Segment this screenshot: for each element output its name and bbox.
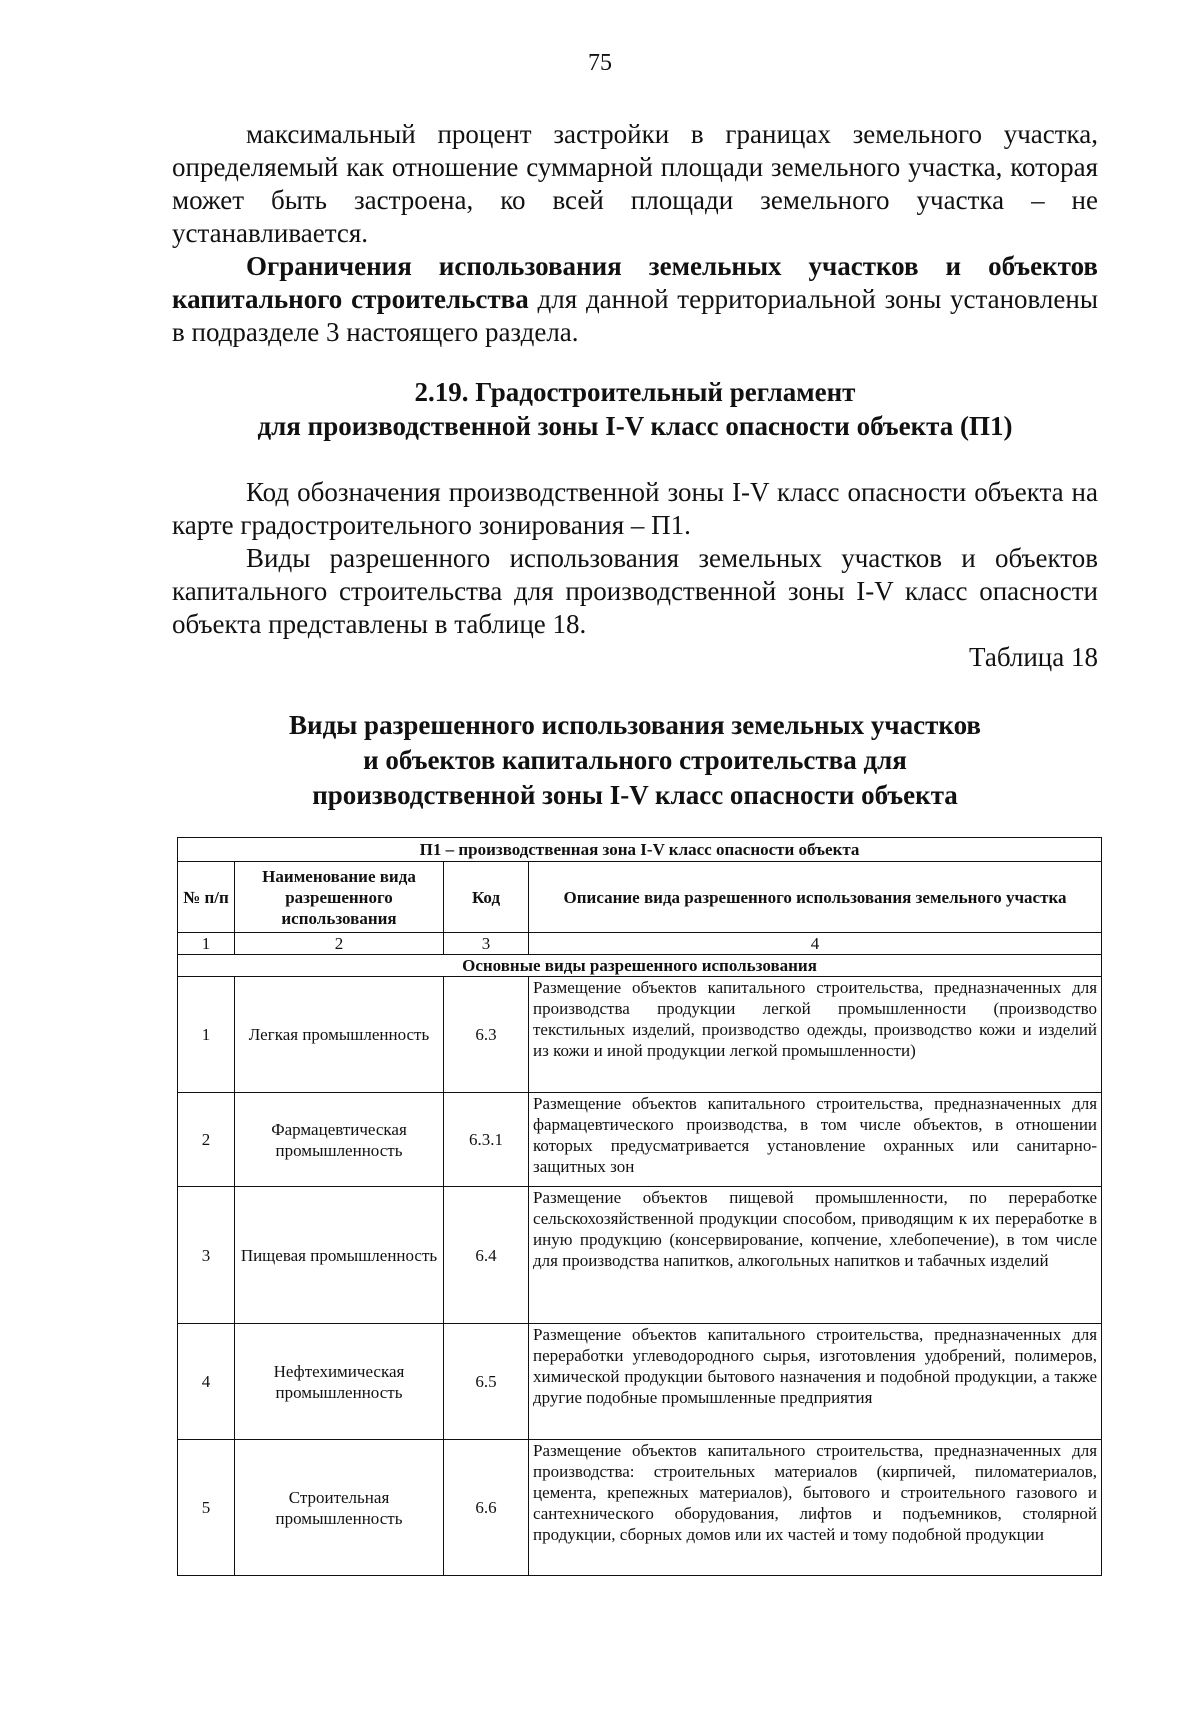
use-code: 6.4 [444,1187,529,1324]
table-row [178,1187,1102,1324]
restrictions-paragraph [172,250,1098,349]
row-number: 1 [178,977,235,1093]
table-label: Таблица 18 [969,642,1098,672]
use-description: Размещение объектов капитального строительства, предназначенных для переработки углеводородного сырья, изготовления удобрений, полимеров, химической продукции бытового назначения и подобной продукции, а также другие подобные промышленные предприятия [529,1324,1102,1440]
table-row [178,1324,1102,1440]
zone-header-row [178,838,1102,862]
header-num: № п/п [178,862,235,933]
section-title-line1: 2.19. Градостроительный регламент [414,377,856,407]
column-number: 1 [178,933,235,955]
use-name: Нефтехимическая промышленность [235,1324,444,1440]
section-heading [172,375,1098,443]
use-code: 6.3.1 [444,1093,529,1187]
table-title [172,708,1098,813]
header-code: Код [444,862,529,933]
row-number: 2 [178,1093,235,1187]
use-name: Легкая промышленность [235,977,444,1093]
use-description: Размещение объектов капитального строительства, предназначенных для производства: строительных материалов (кирпичей, пиломатериалов, цемента, крепежных материалов), бытового и строительного газового и сантехнического оборудования, лифтов и подъемников, столярной продукции, сборных домов или их частей и тому подобной продукции [529,1440,1102,1576]
code-paragraph: Код обозначения производственной зоны I-V класс опасности объекта на карте градостроительного зонирования – П1. [172,477,1098,540]
types-paragraph: Виды разрешенного использования земельных участков и объектов капитального строительства для производственной зоны I-V класс опасности объекта представлены в таблице 18. [172,543,1098,639]
column-number: 4 [529,933,1102,955]
table-row [178,1093,1102,1187]
use-description: Размещение объектов капитального строительства, предназначенных для производства продукции легкой промышленности (производство текстильных изделий, производство одежды, производство кожи и изделий из кожи и иной продукции легкой промышленности) [529,977,1102,1093]
row-number: 3 [178,1187,235,1324]
table-title-line1: Виды разрешенного использования земельных участков [289,710,981,740]
regulation-table [177,837,1102,1576]
column-number: 3 [444,933,529,955]
body-block [172,476,1098,674]
use-code: 6.6 [444,1440,529,1576]
use-code: 6.3 [444,977,529,1093]
table-title-line3: производственной зоны I-V класс опасности объекта [312,780,958,810]
table-title-line2: и объектов капитального строительства для [363,745,907,775]
restrictions-bold: Ограничения использования земельных участков и объектов капитального строительства [172,251,1098,314]
restrictions-rest: для данной территориальной зоны установлены в подразделе 3 настоящего раздела. [172,284,1098,347]
group-header: Основные виды разрешенного использования [178,955,1102,977]
header-name: Наименование вида разрешенного использования [235,862,444,933]
use-name: Пищевая промышленность [235,1187,444,1324]
use-description: Размещение объектов пищевой промышленности, по переработке сельскохозяйственной продукции способом, приводящим к их переработке в иную продукцию (консервирование, копчение, хлебопечение), в том числе для производства напитков, алкогольных напитков и табачных изделий [529,1187,1102,1324]
group-header-row [178,955,1102,977]
intro-block [172,118,1098,349]
header-desc: Описание вида разрешенного использования земельного участка [529,862,1102,933]
page-number: 75 [588,50,612,76]
column-number-row [178,933,1102,955]
row-number: 4 [178,1324,235,1440]
zone-header: П1 – производственная зона I-V класс опасности объекта [178,838,1102,862]
section-title-line2: для производственной зоны I-V класс опасности объекта (П1) [257,411,1013,441]
table-row [178,977,1102,1093]
table-row [178,1440,1102,1576]
column-number: 2 [235,933,444,955]
use-name: Строительная промышленность [235,1440,444,1576]
use-name: Фармацевтическая промышленность [235,1093,444,1187]
row-number: 5 [178,1440,235,1576]
column-header-row [178,862,1102,933]
use-description: Размещение объектов капитального строительства, предназначенных для фармацевтического производства, в том числе объектов, в отношении которых предусматривается установление охранных или санитарно-защитных зон [529,1093,1102,1187]
use-code: 6.5 [444,1324,529,1440]
intro-paragraph: максимальный процент застройки в границах земельного участка, определяемый как отношение суммарной площади земельного участка, которая может быть застроена, ко всей площади земельного участка – не устанавливается. [172,119,1098,248]
